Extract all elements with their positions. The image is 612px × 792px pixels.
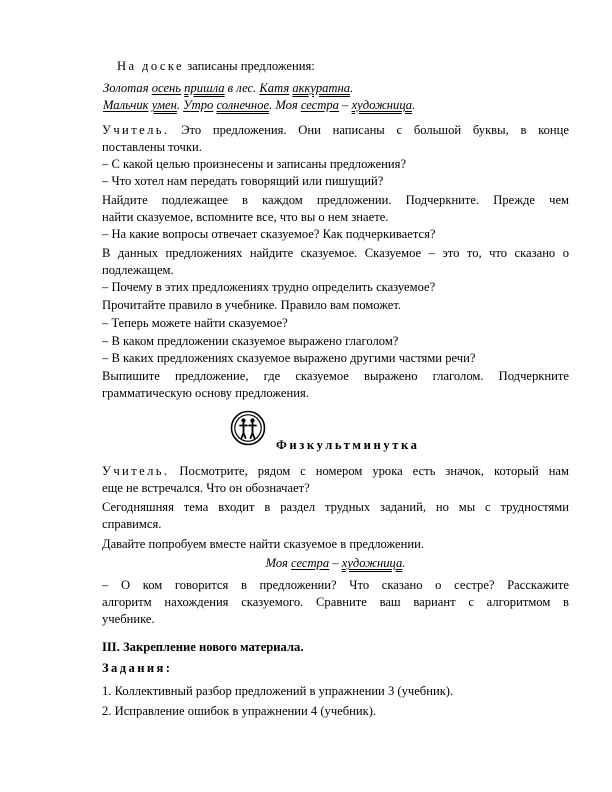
task-item-2: 2. Исправление ошибок в упражнении 4 (учебник). <box>102 704 377 718</box>
paragraph-5-line-2: справимся. <box>102 517 162 531</box>
paragraph-7-line-1: – О ком говорится в предложении? Что сказано о сестре? Расскажите <box>102 578 569 592</box>
example-sentence-centered <box>102 555 569 571</box>
subject-word: Катя <box>259 81 290 95</box>
task-item-1: 1. Коллективный разбор предложений в упражнении 3 (учебник). <box>102 684 454 698</box>
subject-word: Утро <box>183 98 214 112</box>
paragraph-2-line-1: В данных предложениях найдите сказуемое. Сказуемое – это то, что сказано о <box>102 246 569 260</box>
paragraph-1-line-1: Найдите подлежащее в каждом предложении. Подчеркните. Прежде чем <box>102 193 569 207</box>
predicate-word: художница <box>341 556 403 570</box>
teacher-remark-2-line-1 <box>102 463 569 479</box>
paragraph-4-line-2: грамматическую основу предложения. <box>102 386 309 400</box>
paragraph-7-line-3: учебнике. <box>102 612 155 626</box>
question-3: – На какие вопросы отвечает сказуемое? Как подчеркивается? <box>102 227 436 241</box>
question-1: – С какой целью произнесены и записаны предложения? <box>102 157 407 171</box>
speaker-label: Учитель. <box>102 123 170 137</box>
tasks-title: Задания: <box>102 661 173 675</box>
sentence-text: – <box>338 98 352 112</box>
sentence-text: . <box>176 98 184 112</box>
subject-word: осень <box>151 81 182 95</box>
predicate-word: аккуратна <box>292 81 351 95</box>
sentence-text: . <box>402 556 406 570</box>
question-5: – Теперь можете найти сказуемое? <box>102 316 288 330</box>
sentence-text: Золотая <box>103 81 152 95</box>
intro-prefix: На доске <box>117 59 185 73</box>
paragraph-2-line-2: подлежащем. <box>102 263 174 277</box>
speaker-label: Учитель. <box>102 464 170 478</box>
two-figures-circle-icon <box>230 410 266 446</box>
question-7: – В каких предложениях сказуемое выражено другими частями речи? <box>102 351 476 365</box>
paragraph-4-line-1: Выпишите предложение, где сказуемое выражено глаголом. Подчеркните <box>102 369 569 383</box>
paragraph-3: Прочитайте правило в учебнике. Правило вам поможет. <box>102 298 402 312</box>
subject-word: сестра <box>291 556 330 570</box>
example-sentences-line-1 <box>103 80 353 96</box>
sentence-text: в лес. <box>224 81 260 95</box>
example-sentences-line-2 <box>103 97 415 113</box>
fizminutka-title: Физкультминутка <box>276 438 420 452</box>
sentence-text: Моя <box>265 556 292 570</box>
teacher-remark-text: Это предложения. Они написаны с большой буквы, в конце <box>181 123 569 137</box>
teacher-remark-1-line-1 <box>102 122 569 138</box>
teacher-remark-2-line-2: еще не встречался. Что он обозначает? <box>102 481 310 495</box>
intro-line <box>117 58 315 74</box>
question-6: – В каком предложении сказуемое выражено глаголом? <box>102 334 399 348</box>
paragraph-5-line-1: Сегодняшняя тема входит в раздел трудных заданий, но мы с трудностями <box>102 500 569 514</box>
section-heading: III. Закрепление нового материала. <box>102 640 304 654</box>
sentence-text: . <box>350 81 354 95</box>
sentence-text: . Моя <box>269 98 301 112</box>
question-4: – Почему в этих предложениях трудно определить сказуемое? <box>102 280 436 294</box>
question-2: – Что хотел нам передать говорящий или пишущий? <box>102 174 384 188</box>
sentence-text: . <box>412 98 416 112</box>
teacher-remark-text: Посмотрите, рядом с номером урока есть значок, который нам <box>179 464 569 478</box>
predicate-word: художница <box>351 98 413 112</box>
predicate-word: умен <box>151 98 177 112</box>
sentence-text: – <box>329 556 342 570</box>
predicate-word: пришла <box>184 81 225 95</box>
subject-word: Мальчик <box>103 98 149 112</box>
paragraph-6: Давайте попробуем вместе найти сказуемое в предложении. <box>102 537 424 551</box>
teacher-remark-1-line-2: поставлены точки. <box>102 140 202 154</box>
predicate-word: солнечное <box>216 98 270 112</box>
intro-rest: записаны предложения: <box>184 59 315 73</box>
subject-word: сестра <box>300 98 339 112</box>
paragraph-7-line-2: алгоритм нахождения сказуемого. Сравните ваш вариант с алгоритмом в <box>102 595 569 609</box>
paragraph-1-line-2: найти сказуемое, вспомните все, что вы о нем знаете. <box>102 210 389 224</box>
